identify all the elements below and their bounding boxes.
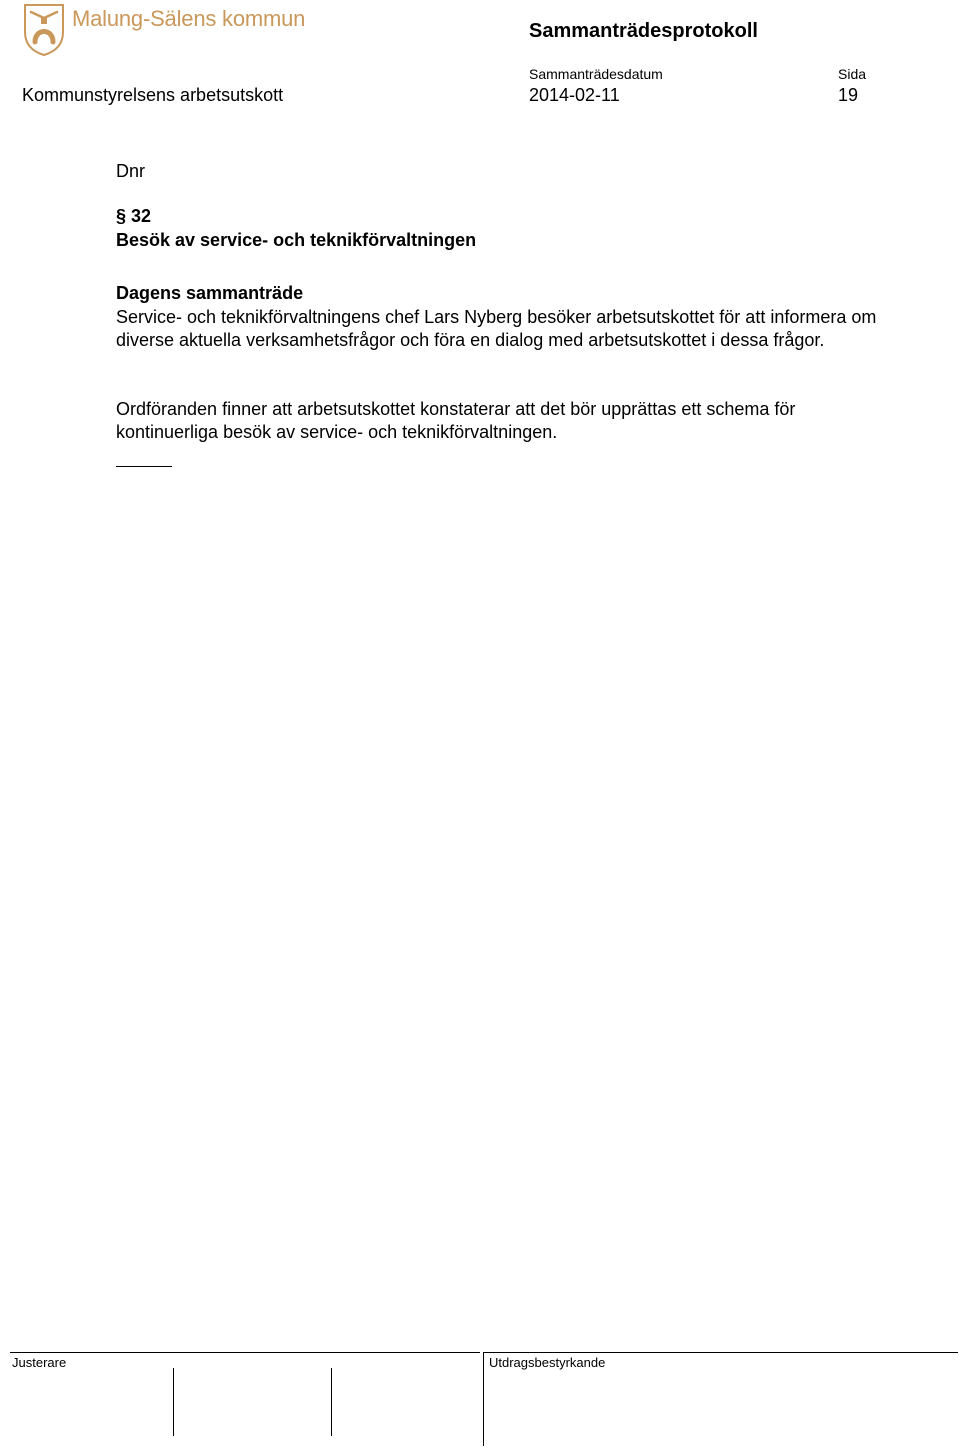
subheading: Dagens sammanträde xyxy=(116,283,304,303)
utdragsbestyrkande-label: Utdragsbestyrkande xyxy=(489,1355,606,1370)
end-rule xyxy=(116,466,172,467)
paragraph-2: Ordföranden finner att arbetsutskottet konstaterar att det bör upprättas ett schema för kontinuerliga besök av service- och teknikförvaltningen. xyxy=(116,399,796,442)
footer-divider xyxy=(483,1352,484,1446)
signature-line-1 xyxy=(173,1368,174,1436)
section-number-value: 32 xyxy=(131,206,152,226)
meeting-date: 2014-02-11 xyxy=(529,85,620,105)
page-label: Sida xyxy=(838,66,867,82)
paragraph-1: Service- och teknikförvaltningens chef Lars Nyberg besöker arbetsutskottet för att informera om diverse aktuella verksamhetsfrågor och föra en dialog med arbetsutskottet i dessa frågor. xyxy=(116,307,877,350)
footer-rule-left xyxy=(10,1352,480,1353)
municipality-name: Malung-Sälens kommun xyxy=(72,6,306,31)
dnr-label: Dnr xyxy=(116,161,146,181)
date-label: Sammanträdesdatum xyxy=(529,66,663,82)
footer-rule-right xyxy=(484,1352,958,1353)
section-mark: § xyxy=(116,206,127,226)
document-type: Sammanträdesprotokoll xyxy=(529,20,758,42)
item-title: Besök av service- och teknikförvaltningen xyxy=(116,230,477,250)
page-number: 19 xyxy=(838,85,859,105)
section-number xyxy=(116,206,151,227)
municipality-logo xyxy=(22,2,66,56)
justerare-label: Justerare xyxy=(12,1355,67,1370)
signature-line-2 xyxy=(331,1368,332,1436)
body-name: Kommunstyrelsens arbetsutskott xyxy=(22,85,284,105)
